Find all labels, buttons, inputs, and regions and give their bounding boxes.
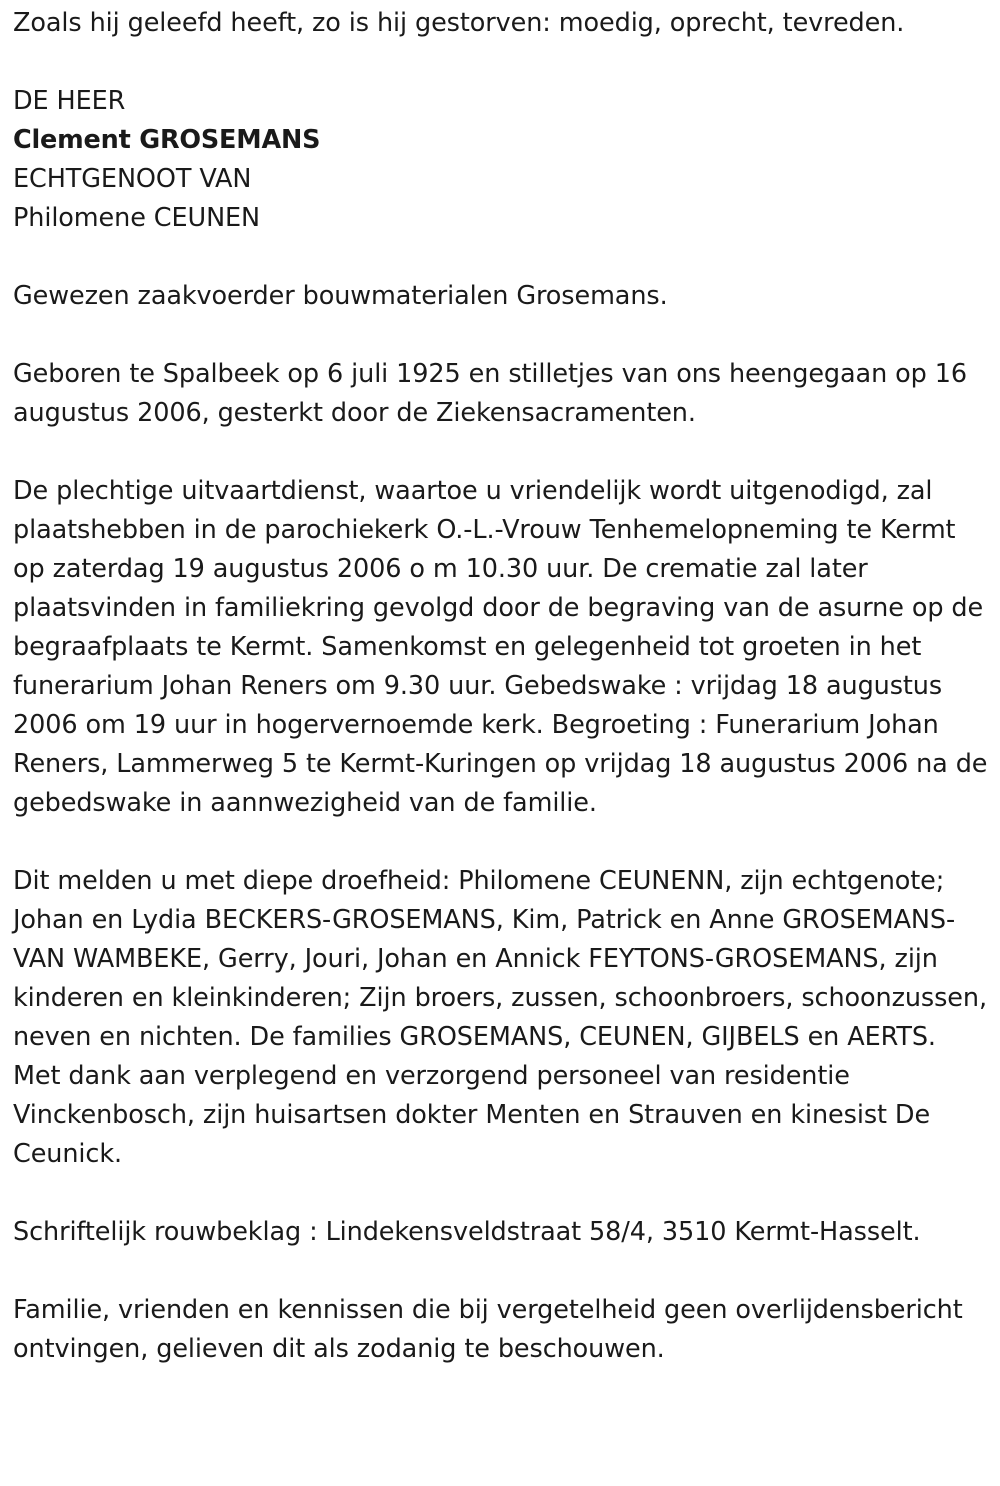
deceased-name: Clement GROSEMANS (13, 125, 321, 155)
survivors-text: Dit melden u met diepe droefheid: Philomene CEUNENN, zijn echtgenote; Johan en Lydia BECKERS-GROSEMANS, Kim, Patrick en Anne GROSEMANS-VAN WAMBEKE, Gerry, Jouri, Johan en Annick FEYTONS-GROSEMANS, zijn kinderen en kleinkinderen; Zijn broers, zussen, schoonbroers, schoonzussen, neven en nichten. De families GROSEMANS, CEUNEN, GIJBELS en AERTS. Met dank aan verplegend en verzorgend personeel van residentie Vinckenbosch, zijn huisartsen dokter Menten en Strauven en kinesist De Ceunick. (13, 866, 995, 1169)
condolence-address-text: Schriftelijk rouwbeklag : Lindekensveldstraat 58/4, 3510 Kermt-Hasselt. (13, 1217, 921, 1247)
spouse-name: Philomene CEUNEN (13, 203, 261, 233)
spouse-label: ECHTGENOOT VAN (13, 164, 252, 194)
occupation-text: Gewezen zaakvoerder bouwmaterialen Grosemans. (13, 281, 668, 311)
closing-notice-text: Familie, vrienden en kennissen die bij vergetelheid geen overlijdensbericht ontvingen, gelieven dit als zodanig te beschouwen. (13, 1295, 971, 1364)
service-details-text: De plechtige uitvaartdienst, waartoe u vriendelijk wordt uitgenodigd, zal plaatshebben in de parochiekerk O.-L.-Vrouw Tenhemelopneming te Kermt op zaterdag 19 augustus 2006 o m 10.30 uur. De crematie zal later plaatsvinden in familiekring gevolgd door de begraving van de asurne op de begraafplaats te Kermt. Samenkomst en gelegenheid tot groeten in het funerarium Johan Reners om 9.30 uur. Gebedswake : vrijdag 18 augustus 2006 om 19 uur in hogervernoemde kerk. Begroeting : Funerarium Johan Reners, Lammerweg 5 te Kermt-Kuringen op vrijdag 18 augustus 2006 na de gebedswake in aannwezigheid van de familie. (13, 476, 996, 818)
epigraph-text: Zoals hij geleefd heeft, zo is hij gestorven: moedig, oprecht, tevreden. (13, 8, 905, 38)
birth-death-text: Geboren te Spalbeek op 6 juli 1925 en stilletjes van ons heengegaan op 16 augustus 2006, gesterkt door de Ziekensacramenten. (13, 359, 975, 428)
deceased-title: DE HEER (13, 86, 126, 116)
